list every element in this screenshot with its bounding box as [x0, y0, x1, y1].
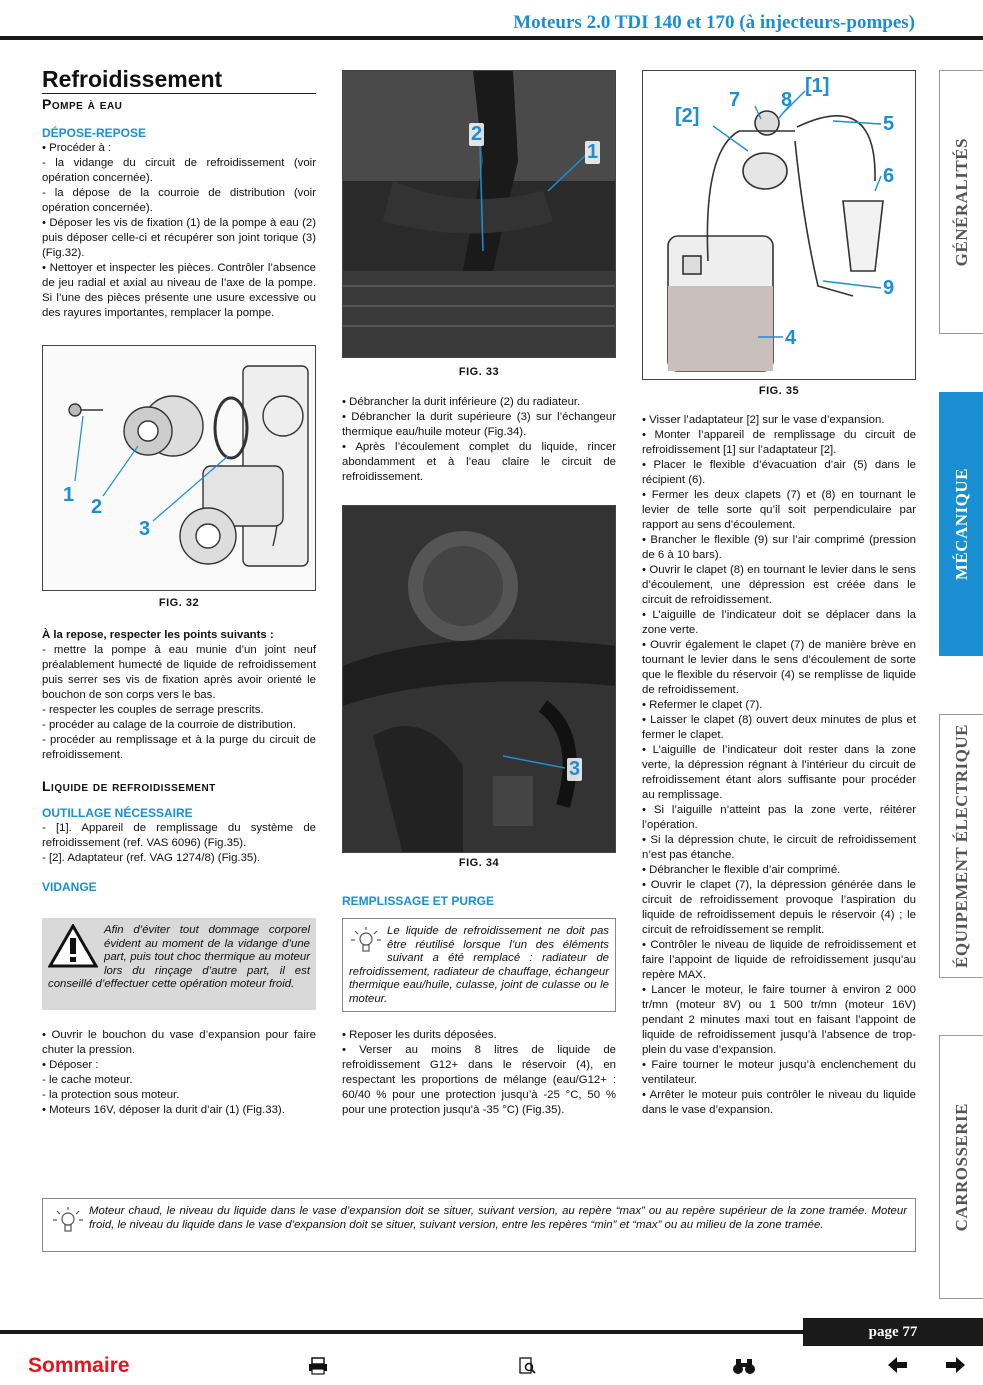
subsection-liquide-title: Liquide de refroidissement — [42, 778, 216, 794]
repose-line: - mettre la pompe à eau munie d’un joint neuf préalablement humecté de liquide de refroidissement puis serrer ses vis de fixation après avoir orienté le bouchon de son corps vers le bas. — [42, 644, 316, 701]
vidange-line: • Déposer : — [42, 1059, 99, 1071]
vidange-line: • Moteurs 16V, déposer la durit d’air (1) (Fig.33). — [42, 1104, 285, 1116]
depose-line: • Nettoyer et inspecter les pièces. Contrôler l’absence de jeu radial et axial au niveau de l’axe de la pompe. Si l’une des pièces présente une usure excessive ou des rayures importantes, remplacer la pompe. — [42, 262, 316, 319]
remplissage-line: • Reposer les durits déposées. — [342, 1029, 497, 1041]
sidebar-tab-label: GÉNÉRALITÉS — [951, 137, 971, 267]
step-line: • Fermer les deux clapets (7) et (8) en tournant le levier de telle sorte qu’il soit perpendiculaire par rapport au sens d’écoulement. — [642, 489, 916, 531]
step-line: • Visser l’adaptateur [2] sur le vase d’expansion. — [642, 414, 885, 426]
durit-line: • Débrancher la durit supérieure (3) sur l’échangeur thermique eau/huile moteur (Fig.34). — [342, 411, 616, 438]
durit-block — [342, 395, 616, 485]
repose-line: - procéder au remplissage et à la purge du circuit de refroidissement. — [42, 734, 316, 761]
outillage-line: - [1]. Appareil de remplissage du système de refroidissement (ref. VAS 6096) (Fig.35). — [42, 822, 316, 849]
note-box — [342, 918, 616, 1012]
fig35-label: 8 — [781, 89, 793, 111]
step-line: • Placer le flexible d’évacuation d’air (5) dans le récipient (6). — [642, 459, 916, 486]
engine-photo-drawing — [343, 71, 616, 358]
remplissage-line: • Verser au moins 8 litres de liquide de refroidissement G12+ dans le réservoir (4), en respectant les proportions de mélange (eau/G12+ : 60/40 % pour une protection jusqu’à -25 °C, 50 % pour une protection jusqu’à -35 °C) (Fig.35). — [342, 1044, 616, 1116]
step-line: • Monter l’appareil de remplissage du circuit de refroidissement [1] sur l’adaptateur [2]. — [642, 429, 916, 456]
column-3-text — [642, 413, 916, 1118]
figure-32-water-pump — [42, 345, 316, 591]
durit-line: • Débrancher la durit inférieure (2) du radiateur. — [342, 396, 581, 408]
vidange-line: - le cache moteur. — [42, 1074, 133, 1086]
step-line: • L’aiguille de l’indicateur doit se déplacer dans la zone verte. — [642, 609, 916, 636]
step-line: • Laisser le clapet (8) ouvert deux minutes de plus et fermer le clapet. — [642, 714, 916, 741]
vidange-heading: VIDANGE — [42, 880, 97, 894]
lightbulb-icon — [51, 1205, 85, 1243]
sidebar-tab-equipement-electrique[interactable] — [939, 714, 983, 978]
depose-heading: DÉPOSE-REPOSE — [42, 126, 147, 140]
fig32-label: 1 — [63, 484, 75, 506]
section-title: Refroidissement — [42, 66, 316, 94]
fig32-label: 3 — [139, 518, 151, 540]
bottom-note-text: Moteur chaud, le niveau du liquide dans le vase d’expansion doit se situer, suivant version, au repère “max” ou au repère supérieur de la zone tramée. Moteur froid, le niveau du liquide dans le vase d’expansion doit se situer, suivant version, entre les repères “min” et “max” ou au milieu de la zone tramée. — [89, 1205, 907, 1231]
warning-text: Afin d’éviter tout dommage corporel évident au moment de la vidange d’une part, puis tout choc thermique au moteur lors du rinçage d’autre part, il est conseillé d’effectuer cette opération moteur froid. — [48, 924, 310, 990]
sidebar-tab-label: MÉCANIQUE — [951, 467, 971, 581]
step-line: • Faire tourner le moteur jusqu’à enclenchement du ventilateur. — [642, 1059, 916, 1086]
note-text: Le liquide de refroidissement ne doit pas être réutilisé lorsque l’un des éléments suivant a été remplacé : radiateur de refroidissement, radiateur de chauffage, échangeur thermique eau/huile, culasse, joint de culasse ou le moteur. — [349, 925, 609, 1005]
fig35-label: 9 — [883, 277, 895, 299]
warning-box — [42, 918, 316, 1010]
fig33-label: 2 — [471, 123, 483, 145]
step-line: • Lancer le moteur, le faire tourner à environ 2 000 tr/mn (moteur 8V) ou 1 500 tr/mn (moteur 16V) pendant 2 minutes maxi tout en faisant l’appoint de liquide de refroidissement jusqu’à l’absence de trop-plein du vase d’expansion. — [642, 984, 916, 1056]
sidebar-tab-generalites[interactable] — [939, 70, 983, 334]
remplissage-heading: REMPLISSAGE ET PURGE — [342, 894, 495, 908]
lightbulb-icon — [349, 925, 383, 957]
fig33-caption: FIG. 33 — [458, 366, 500, 378]
figure-33-engine-photo — [342, 70, 616, 358]
sidebar-tab-label: ÉQUIPEMENT ÉLECTRIQUE — [951, 724, 971, 968]
arrow-right-icon[interactable] — [946, 1357, 966, 1378]
water-pump-drawing — [43, 346, 316, 591]
vidange-line: • Ouvrir le bouchon du vase d’expansion pour faire chuter la pression. — [42, 1029, 316, 1056]
fig35-label: [1] — [805, 75, 830, 97]
printer-icon[interactable] — [308, 1357, 328, 1380]
outillage-heading: OUTILLAGE NÉCESSAIRE — [42, 806, 193, 820]
figure-35-filling-device — [642, 70, 916, 380]
depose-line: • Procéder à : — [42, 142, 112, 154]
step-line: • L’aiguille de l’indicateur doit rester dans la zone verte, la dépression régnant à l’intérieur du circuit de refroidissement étant alors suffisante pour procéder au remplissage. — [642, 744, 916, 801]
vidange-line: - la protection sous moteur. — [42, 1089, 180, 1101]
depose-line: - la dépose de la courroie de distribution (voir opération concernée). — [42, 187, 316, 214]
fig34-caption: FIG. 34 — [458, 857, 500, 869]
fig34-label: 3 — [569, 758, 581, 780]
repose-line — [42, 628, 316, 643]
warning-triangle-icon — [48, 924, 98, 968]
repose-line: - respecter les couples de serrage prescrits. — [42, 704, 264, 716]
durit-line: • Après l’écoulement complet du liquide, rincer abondamment et à l’eau claire le circuit de refroidissement. — [342, 441, 616, 483]
step-line: • Brancher le flexible (9) sur l’air comprimé (pression de 6 à 10 bars). — [642, 534, 916, 561]
fig35-label: [2] — [675, 105, 700, 127]
repose-line-bold: À la repose, respecter les points suivants : — [42, 629, 274, 641]
step-line: • Refermer le clapet (7). — [642, 699, 763, 711]
step-line: • Ouvrir également le clapet (7) de manière brève en tournant le levier dans le sens d’écoulement de sorte que le flexible du réservoir (4) se remplisse de liquide de refroidissement. — [642, 639, 916, 696]
step-line: • Arrêter le moteur puis contrôler le niveau du liquide dans le vase d’expansion. — [642, 1089, 916, 1116]
column-1 — [42, 66, 316, 321]
arrow-left-icon[interactable] — [888, 1357, 908, 1378]
depose-line: - la vidange du circuit de refroidissement (voir opération concernée). — [42, 157, 316, 184]
fig35-label: 7 — [729, 89, 741, 111]
vidange-block — [42, 1028, 316, 1118]
page-header-title: Moteurs 2.0 TDI 140 et 170 (à injecteurs-pompes) — [513, 12, 915, 33]
sidebar-tab-mecanique[interactable] — [939, 392, 983, 656]
depose-line: • Déposer les vis de fixation (1) de la pompe à eau (2) puis déposer celle-ci et récupérer son joint torique (3) (Fig.32). — [42, 217, 316, 259]
fig32-caption: FIG. 32 — [158, 597, 200, 609]
repose-block — [42, 628, 316, 895]
fig35-label: 4 — [785, 327, 797, 349]
step-line: • Si la dépression chute, le circuit de refroidissement n’est pas étanche. — [642, 834, 916, 861]
step-line: • Contrôler le niveau de liquide de refroidissement et faire l’appoint de liquide de refroidissement jusqu’au repère MAX. — [642, 939, 916, 981]
bottom-note-box — [42, 1198, 916, 1252]
fig35-caption: FIG. 35 — [758, 385, 800, 397]
binoculars-icon[interactable] — [732, 1357, 756, 1380]
engine-photo-drawing — [343, 506, 616, 853]
fig33-label: 1 — [587, 141, 599, 163]
header-rule — [0, 36, 983, 40]
fig35-label: 5 — [883, 113, 895, 135]
step-line: • Ouvrir le clapet (7), la dépression générée dans le circuit de refroidissement provoque l’aspiration du liquide de refroidissement depuis le réservoir (4) ; le circuit de refroidissement se remplit. — [642, 879, 916, 936]
sidebar-tab-label: CARROSSERIE — [951, 1102, 971, 1232]
step-line: • Ouvrir le clapet (8) en tournant le levier dans le sens d’écoulement, une dépression est créée dans le circuit de refroidissement. — [642, 564, 916, 606]
step-line: • Si l’aiguille n’atteint pas la zone verte, réitérer l’opération. — [642, 804, 916, 831]
sidebar-tab-carrosserie[interactable] — [939, 1035, 983, 1299]
search-document-icon[interactable] — [518, 1357, 538, 1380]
outillage-line: - [2]. Adaptateur (ref. VAG 1274/8) (Fig.35). — [42, 852, 261, 864]
page-number: page 77 — [803, 1318, 983, 1346]
step-line: • Débrancher le flexible d’air comprimé. — [642, 864, 841, 876]
figure-34-engine-photo — [342, 505, 616, 853]
fig35-label: 6 — [883, 165, 895, 187]
subsection-pompe-title: Pompe à eau — [42, 96, 123, 112]
repose-line: - procéder au calage de la courroie de distribution. — [42, 719, 296, 731]
remplissage-block — [342, 1028, 616, 1118]
sommaire-link[interactable]: Sommaire — [28, 1354, 130, 1377]
fig32-label: 2 — [91, 496, 103, 518]
